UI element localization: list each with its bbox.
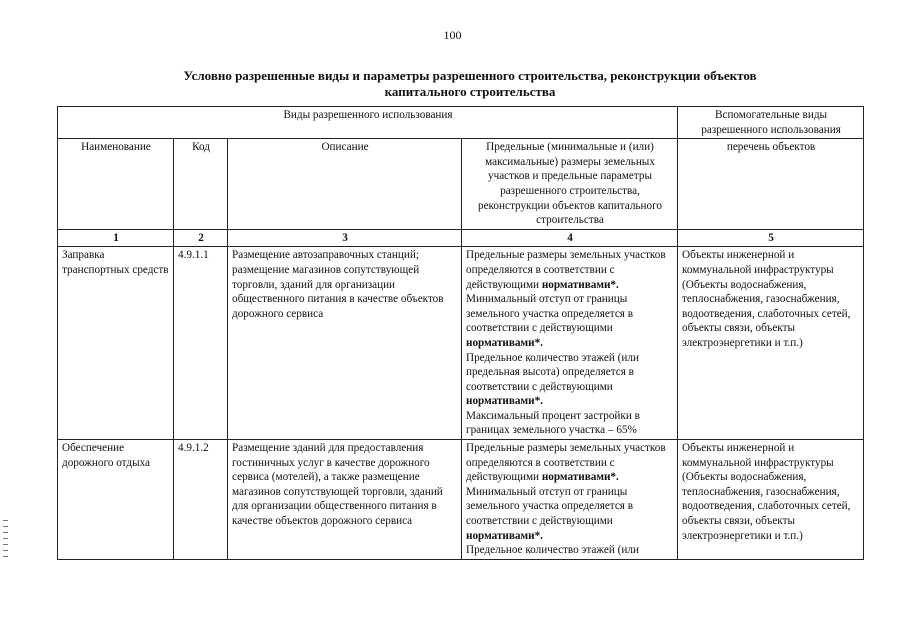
column-number: 2 (174, 229, 228, 247)
document-title (120, 68, 820, 100)
header-group-main: Виды разрешенного использования (58, 107, 678, 139)
limit-paragraph: Предельные размеры земельных участков определяются в соответствии с действующими нормативами*. (466, 442, 666, 484)
page-number: 100 (443, 28, 462, 42)
row-objects: Объекты инженерной и коммунальной инфраструктуры (Объекты водоснабжения, теплоснабжения, газоснабжения, водоотведения, слаботочных сетей, объекты связи, объекты электроэнергетики и т.п.) (678, 440, 864, 560)
row-objects: Объекты инженерной и коммунальной инфраструктуры (Объекты водоснабжения, теплоснабжения, газоснабжения, водоотведения, слаботочных сетей, объекты связи, объекты электроэнергетики и т.п.) (678, 247, 864, 440)
row-code: 4.9.1.1 (174, 247, 228, 440)
land-use-table (57, 106, 864, 560)
header-group-aux: Вспомогательные виды разрешенного использования (678, 107, 864, 139)
title-line-1: Условно разрешенные виды и параметры разрешенного строительства, реконструкции объектов (183, 68, 757, 83)
title-line-2: капитального строительства (384, 84, 556, 99)
table-row (58, 247, 864, 440)
row-code: 4.9.1.2 (174, 440, 228, 560)
limit-paragraph: Предельное количество этажей (или предельная высота) определяется в соответствии с действующими нормативами*. (466, 351, 639, 408)
header-limits: Предельные (минимальные и (или) максимальные) размеры земельных участков и предельные параметры разрешенного строительства, реконструкции объектов капитального строительства (462, 139, 678, 230)
column-number: 5 (678, 229, 864, 247)
header-column-row (58, 139, 864, 230)
row-description: Размещение автозаправочных станций; размещение магазинов сопутствующей торговли, зданий для организации общественного питания в качестве объектов дорожного сервиса (228, 247, 462, 440)
header-code: Код (174, 139, 228, 230)
limit-paragraph: Максимальный процент застройки в границах земельного участка – 65% (466, 409, 640, 437)
limit-paragraph: Предельные размеры земельных участков определяются в соответствии с действующими нормативами*. (466, 249, 666, 291)
header-group-row (58, 107, 864, 139)
limit-paragraph: Минимальный отступ от границы земельного участка определяется в соответствии с действующими нормативами*. (466, 485, 634, 542)
limit-paragraph: Минимальный отступ от границы земельного участка определяется в соответствии с действующими нормативами*. (466, 293, 634, 349)
column-number: 4 (462, 229, 678, 247)
row-limits (462, 247, 678, 440)
header-objects: перечень объектов (678, 139, 864, 230)
header-description: Описание (228, 139, 462, 230)
scan-edge-marks (3, 520, 9, 562)
row-name: Заправка транспортных средств (58, 247, 174, 440)
header-name: Наименование (58, 139, 174, 230)
column-number: 3 (228, 229, 462, 247)
table-row (58, 440, 864, 560)
limit-paragraph: Предельное количество этажей (или (466, 544, 639, 557)
row-name: Обеспечение дорожного отдыха (58, 440, 174, 560)
column-number-row (58, 229, 864, 247)
row-limits (462, 440, 678, 560)
row-description: Размещение зданий для предоставления гостиничных услуг в качестве дорожного сервиса (мотелей), а также размещение магазинов сопутствующей торговли, зданий для организации общественного питания в качестве объектов дорожного сервиса (228, 440, 462, 560)
column-number: 1 (58, 229, 174, 247)
